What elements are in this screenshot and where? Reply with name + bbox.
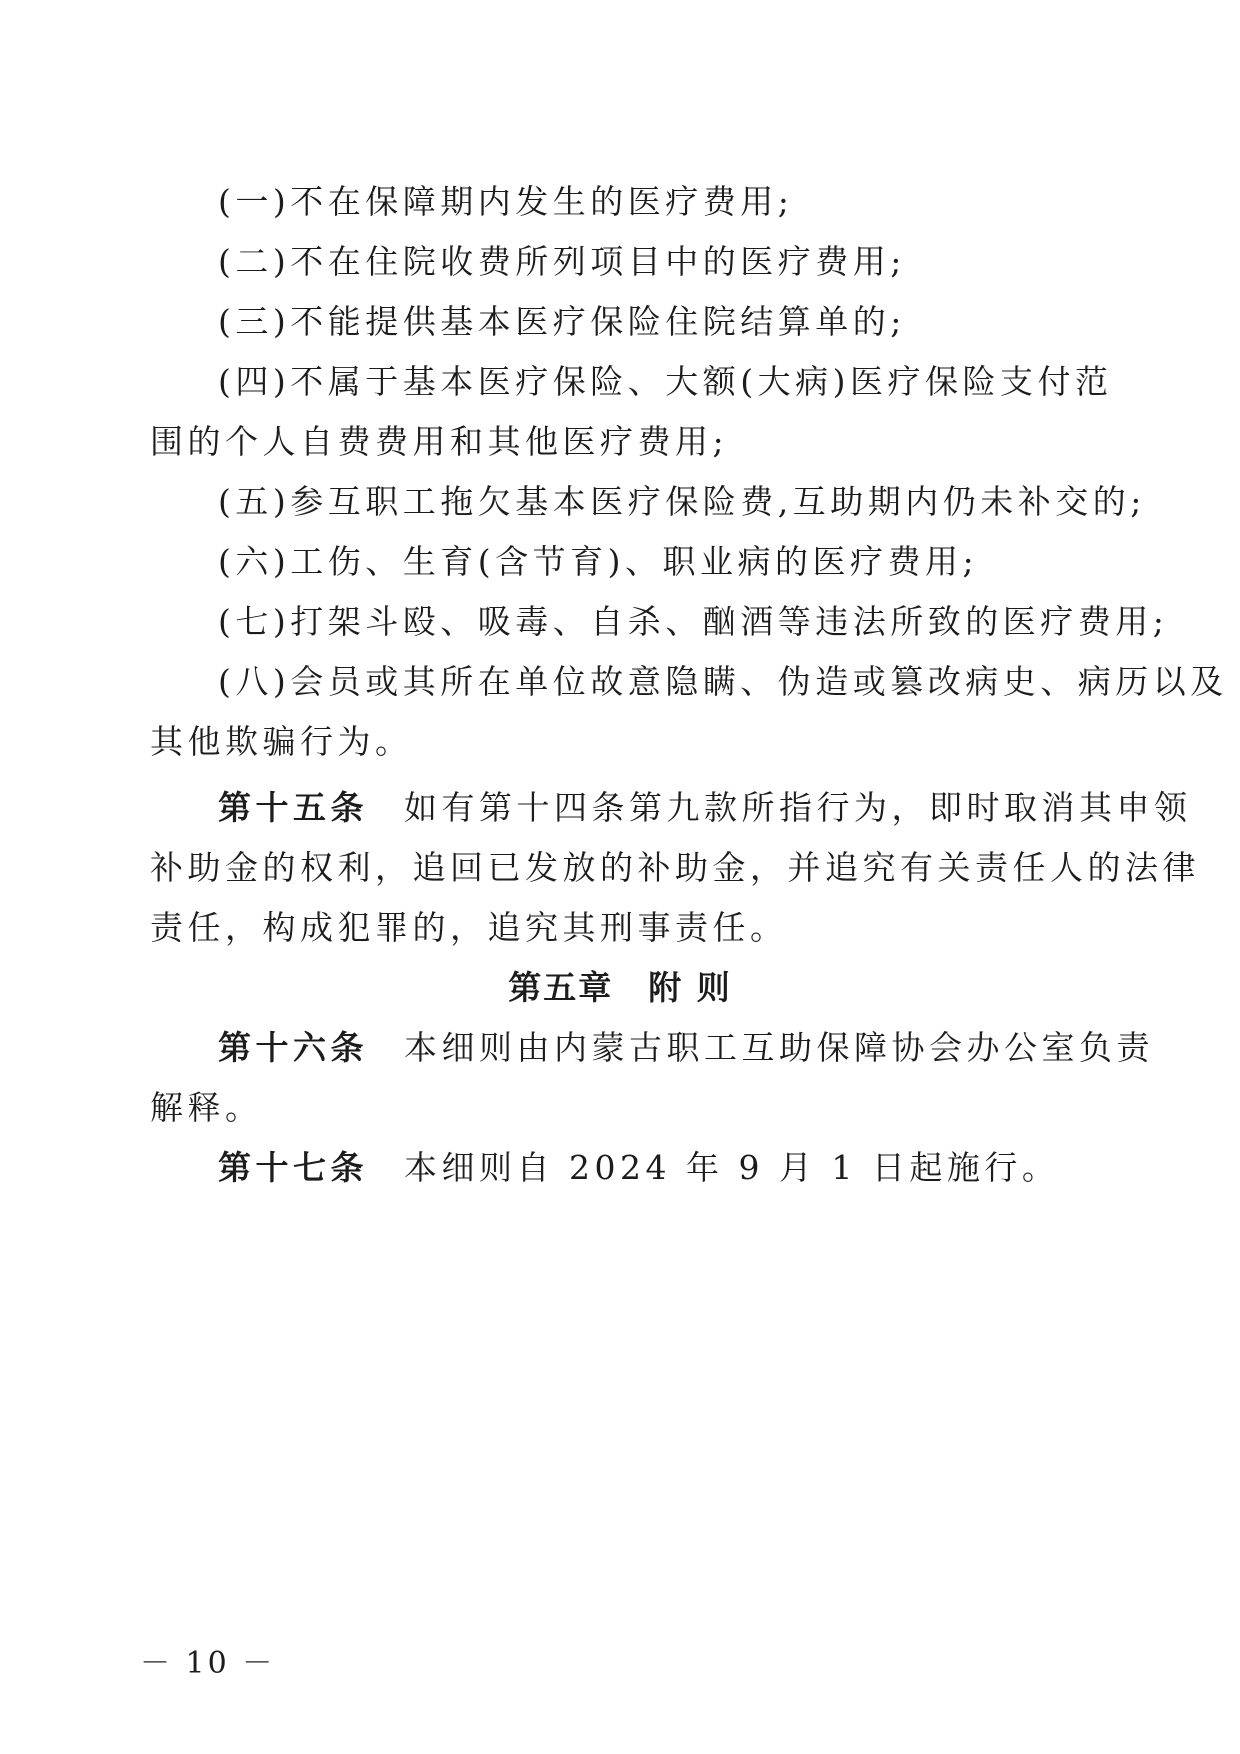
clause-item-8-continued: 其他欺骗行为。 <box>150 722 413 761</box>
clause-item-7: (七)打架斗殴、吸毒、自杀、酗酒等违法所致的医疗费用; <box>218 602 1169 641</box>
clause-item-3: (三)不能提供基本医疗保险住院结算单的; <box>218 302 906 341</box>
article-15-label: 第十五条 <box>218 788 368 827</box>
page-number: － 10 － <box>140 1646 276 1681</box>
article-15-text-1: 如有第十四条第九款所指行为，即时取消其申领 <box>404 788 1192 827</box>
article-16-text-1: 本细则由内蒙古职工互助保障协会办公室负责 <box>404 1028 1154 1067</box>
article-17-text: 本细则自 2024 年 9 月 1 日起施行。 <box>404 1148 1060 1187</box>
article-17 <box>218 1146 1059 1190</box>
article-15-line-1 <box>218 786 1192 830</box>
article-16-line-2: 解释。 <box>150 1088 263 1127</box>
article-16-line-1 <box>218 1026 1154 1070</box>
article-15-line-2: 补助金的权利，追回已发放的补助金，并追究有关责任人的法律 <box>150 848 1200 887</box>
article-16-label: 第十六条 <box>218 1028 368 1067</box>
clause-item-1: (一)不在保障期内发生的医疗费用; <box>218 182 794 221</box>
clause-item-4: (四)不属于基本医疗保险、大额(大病)医疗保险支付范 <box>218 362 1113 401</box>
clause-item-6: (六)工伤、生育(含节育)、职业病的医疗费用; <box>218 542 979 581</box>
clause-item-2: (二)不在住院收费所列项目中的医疗费用; <box>218 242 906 281</box>
clause-item-5: (五)参互职工拖欠基本医疗保险费,互助期内仍未补交的; <box>218 482 1146 521</box>
clause-item-4-continued: 围的个人自费费用和其他医疗费用; <box>150 422 729 461</box>
article-17-label: 第十七条 <box>218 1148 368 1187</box>
clause-item-8: (八)会员或其所在单位故意隐瞒、伪造或篡改病史、病历以及 <box>218 662 1228 701</box>
chapter-5-heading: 第五章 附 则 <box>508 968 732 1007</box>
article-15-line-3: 责任，构成犯罪的，追究其刑事责任。 <box>150 908 788 947</box>
